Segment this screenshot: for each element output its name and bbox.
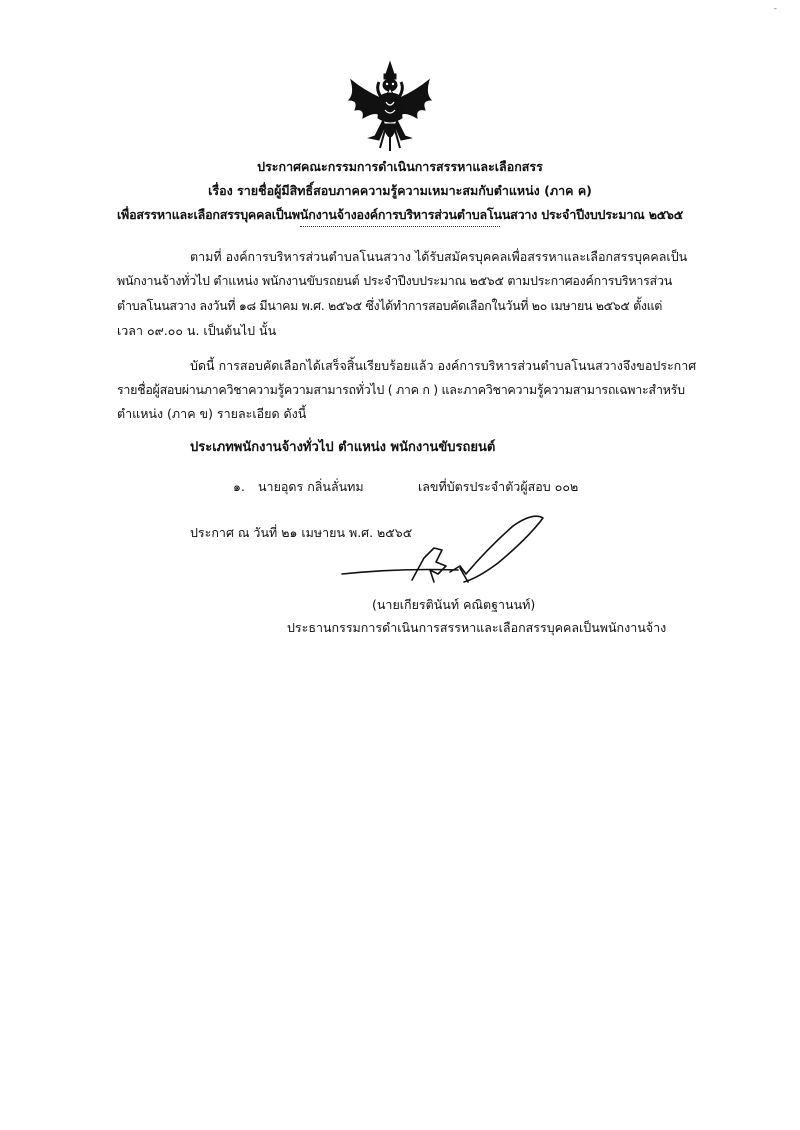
announcement-subject: เรื่อง รายชื่อผู้มีสิทธิ์สอบภาคความรู้ความเหมาะสมกับตำแหน่ง (ภาค ค) (208, 183, 592, 198)
paragraph2-line3: ตำแหน่ง (ภาค ข) รายละเอียด ดังนี้ (117, 406, 307, 421)
announcement-title: ประกาศคณะกรรมการดำเนินการสรรหาและเลือกสรร (257, 159, 543, 174)
signer-position: ประธานกรรมการดำเนินการสรรหาและเลือกสรรบุคคลเป็นพนักงานจ้าง (287, 620, 667, 635)
handwritten-signature-icon (338, 508, 568, 588)
paragraph1-line4: เวลา ๐๙.๐๐ น. เป็นต้นไป นั้น (117, 323, 277, 338)
paragraph1-line2: พนักงานจ้างทั่วไป ตำแหน่ง พนักงานขับรถยนต์ ประจำปีงบประมาณ ๒๕๖๕ ตามประกาศองค์การบริหารส่วน (117, 273, 673, 288)
dotted-divider (300, 226, 500, 227)
paragraph1-line1: ตามที่ องค์การบริหารส่วนตำบลโนนสวาง ได้รับสมัครบุคคลเพื่อสรรหาและเลือกสรรบุคคลเป็น (190, 249, 688, 264)
candidate-exam-id: เลขที่บัตรประจำตัวผู้สอบ ๐๐๒ (418, 479, 579, 494)
page-corner-mark: ˉ (773, 8, 778, 18)
announcement-purpose: เพื่อสรรหาและเลือกสรรบุคคลเป็นพนักงานจ้างองค์การบริหารส่วนตำบลโนนสวาง ประจำปีงบประมาณ ๒๕๖๕ (116, 207, 684, 222)
announcement-date: ประกาศ ณ วันที่ ๒๑ เมษายน พ.ศ. ๒๕๖๕ (190, 525, 413, 540)
paragraph2-line2: รายชื่อผู้สอบผ่านภาควิชาความรู้ความสามารถทั่วไป ( ภาค ก ) และภาควิชาความรู้ความสามารถเฉพาะสำหรับ (117, 382, 685, 397)
signer-name: (นายเกียรตินันท์ คณิตฐานนท์) (372, 597, 536, 612)
paragraph2-line1: บัดนี้ การสอบคัดเลือกได้เสร็จสิ้นเรียบร้อยแล้ว องค์การบริหารส่วนตำบลโนนสวางจึงขอประกาศ (190, 358, 697, 373)
candidate-name: นายอุดร กลิ่นลั่นทม (258, 479, 364, 494)
garuda-emblem-icon (345, 60, 435, 152)
paragraph1-line3: ตำบลโนนสวาง ลงวันที่ ๑๘ มีนาคม พ.ศ. ๒๕๖๕ ซึ่งได้ทำการสอบคัดเลือกในวันที่ ๒๐ เมษายน ๒๕๖๕ ตั้งแต่ (117, 298, 663, 313)
category-heading: ประเภทพนักงานจ้างทั่วไป ตำแหน่ง พนักงานขับรถยนต์ (190, 440, 496, 455)
candidate-number: ๑. (233, 479, 245, 494)
